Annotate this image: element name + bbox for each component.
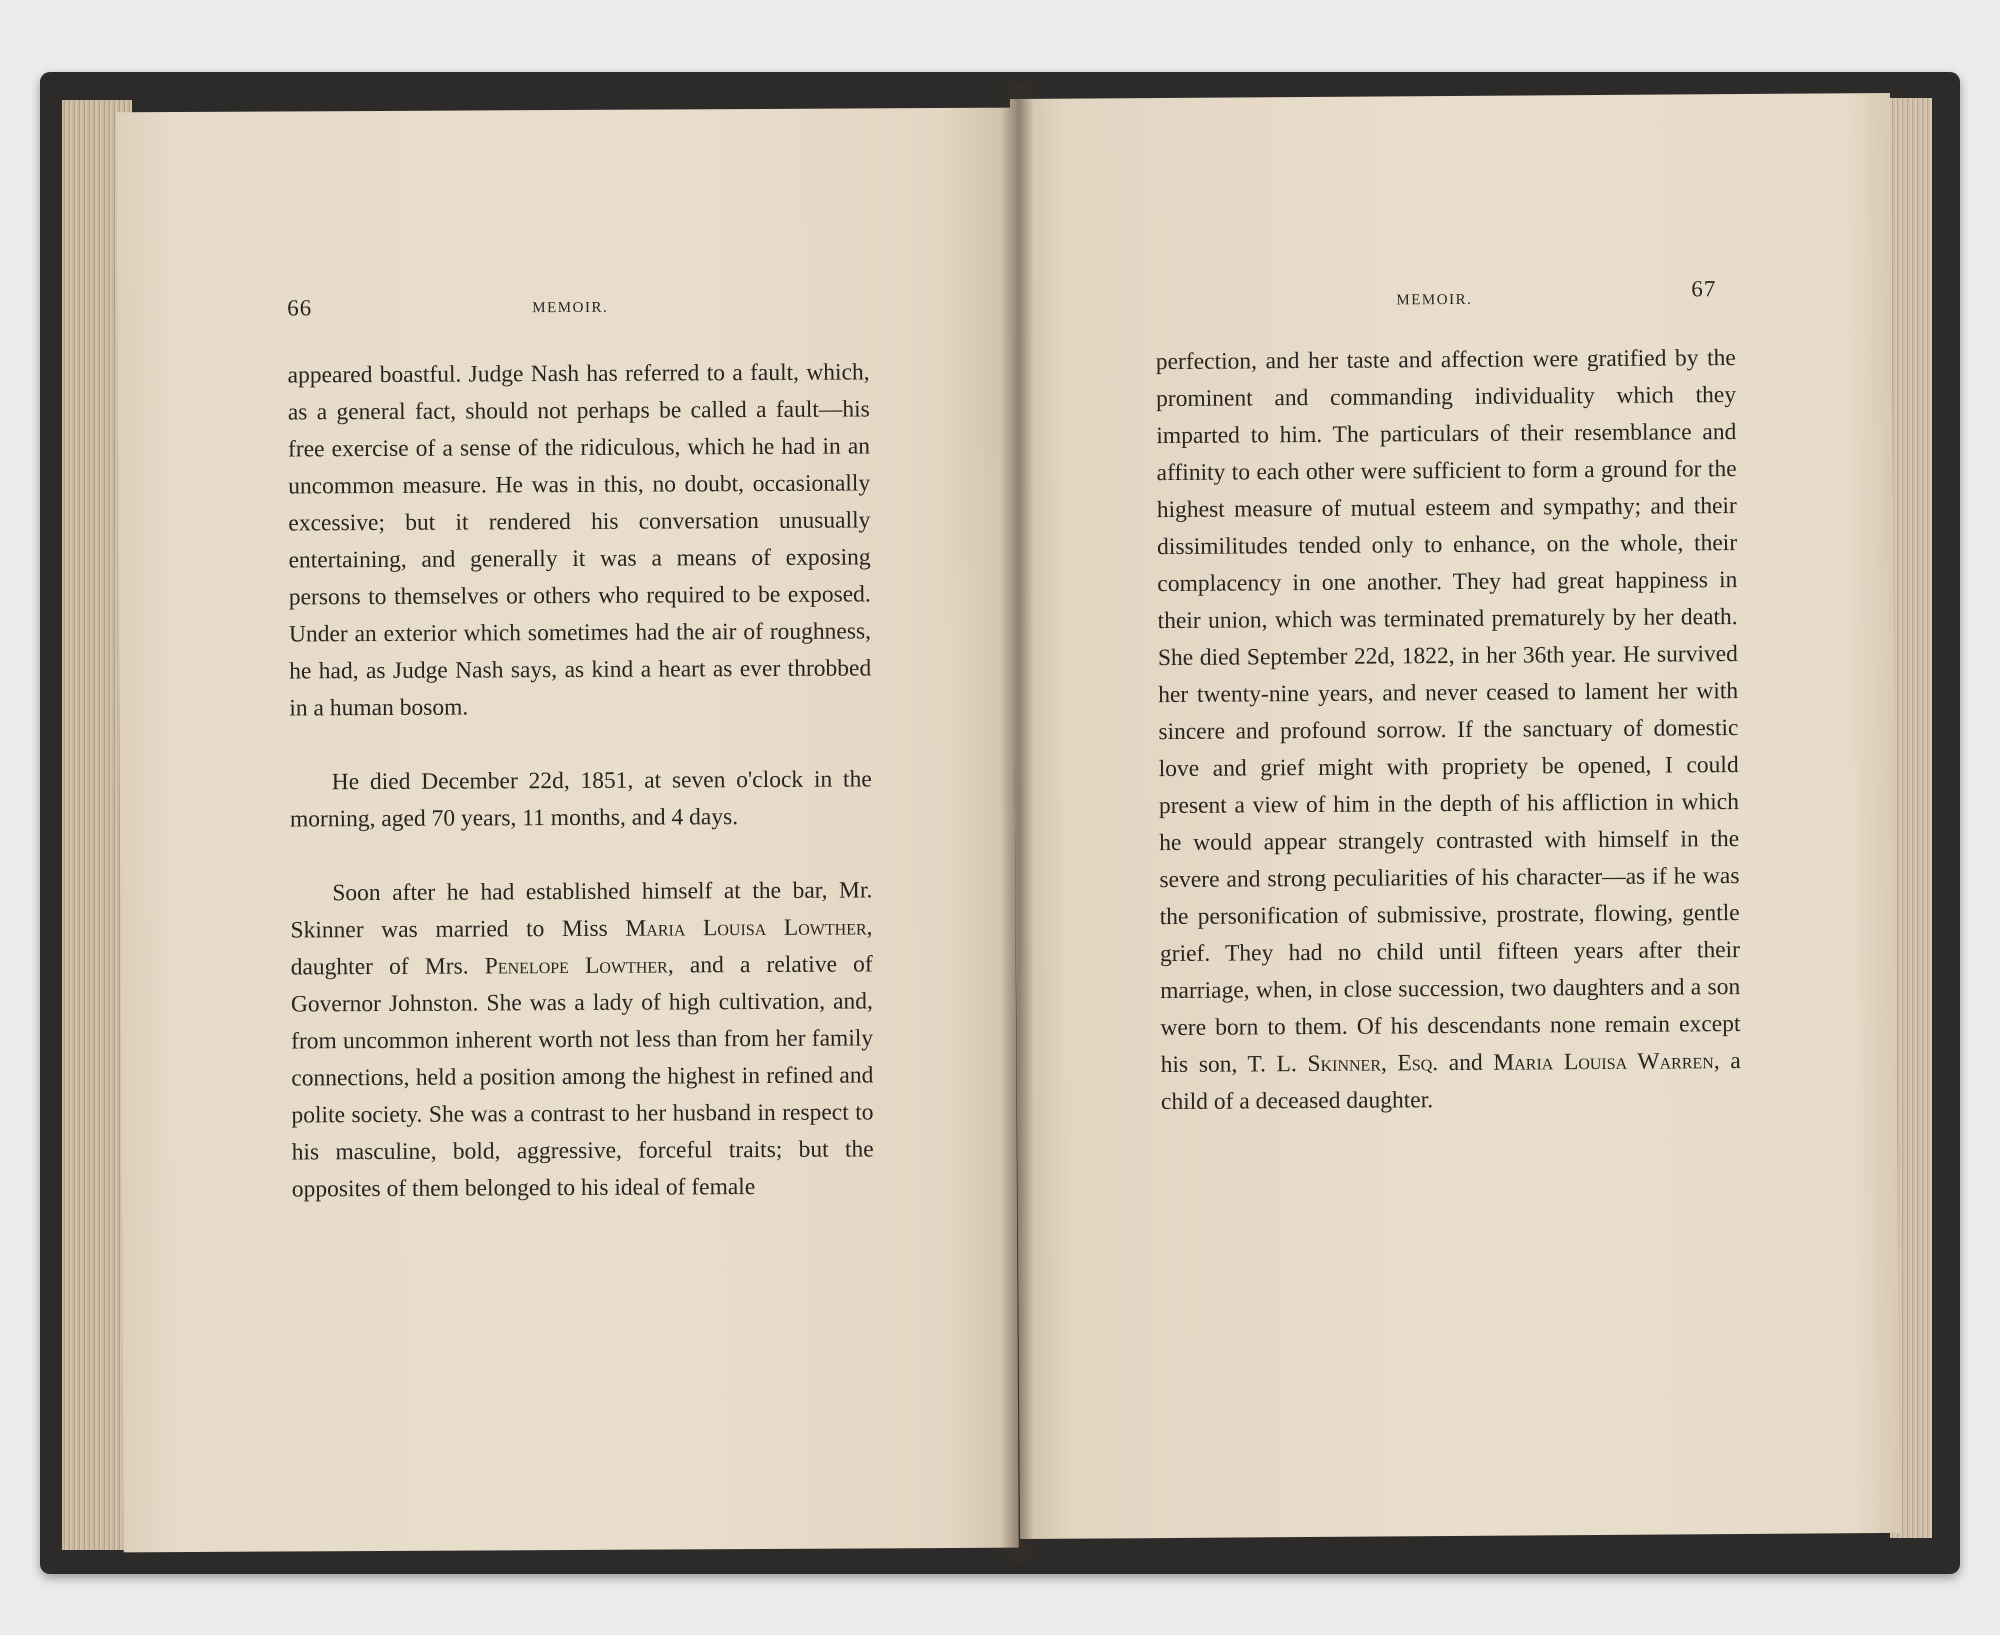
- paragraph: [288, 354, 872, 727]
- right-page-text: [1156, 340, 1741, 1121]
- small-caps-name: Maria Louisa Lowther: [625, 914, 867, 942]
- paragraph: [1156, 340, 1741, 1121]
- right-running-head-title: MEMOIR.: [1396, 291, 1473, 309]
- text-run: , a child of a deceased daughter.: [1160, 1048, 1741, 1116]
- paragraph: [290, 872, 874, 1208]
- right-running-head: [1011, 276, 1891, 335]
- right-page: [1010, 93, 1900, 1539]
- text-run: He died December 22d, 1851, at seven o'clock in the morning, aged 70 years, 11 months, and 4 days.: [289, 766, 872, 833]
- text-run: appeared boastful. Judge Nash has referred to a fault, which, as a general fact, should not perhaps be called a fault—his free exercise of a sense of the ridiculous, which he had in an uncommon measure. He was in this, no doubt, occasionally excessive; but it rendered his conversation unusually entertaining, and generally it was a means of exposing persons to themselves or others who required to be exposed. Under an exterior which sometimes had the air of roughness, he had, as Judge Nash says, as kind a heart as ever throbbed in a human bosom.: [287, 359, 872, 722]
- text-run: , daughter of Mrs.: [290, 914, 873, 981]
- left-page-text: [288, 354, 874, 1208]
- small-caps-name: Maria Louisa Warren: [1493, 1048, 1714, 1076]
- paragraph: [290, 761, 872, 838]
- text-run: Soon after he had established himself at the bar, Mr. Skinner was married to Miss: [290, 877, 873, 944]
- text-run: perfection, and her taste and affection were gratified by the prominent and commanding individuality which they imparted to him. The particulars of their resemblance and affinity to each other were sufficient to form a ground for the highest measure of mutual esteem and sympathy; and their dissimilitudes tended only to enhance, on the whole, their complacency in one another. They had great happiness in their union, which was terminated prematurely by her death. She died September 22d, 1822, in her 36th year. He survived her twenty-nine years, and never ceased to lament her with sincere and profound sorrow. If the sanctuary of domestic love and grief might with propriety be opened, I could present a view of him in the depth of his affliction in which he would appear strangely contrasted with himself in the severe and strong peculiarities of his character—as if he was the personification of submissive, prostrate, flowing, gentle grief. They had no child until fifteen years after their marriage, when, in close succession, two daughters and a son were born to them. Of his descendants none remain except his son, T. L.: [1155, 345, 1741, 1079]
- right-page-number: 67: [1691, 276, 1717, 302]
- small-caps-name: Penelope Lowther: [484, 952, 668, 980]
- left-page-number: 66: [287, 295, 313, 321]
- text-run: and: [1438, 1049, 1494, 1077]
- book-gutter: [1000, 82, 1034, 1562]
- text-run: , and a relative of Governor Johnston. She was a lady of high cultivation, and, from uncommon inherent worth not less than from her family connections, held a position among the highest in refined and polite society. She was a contrast to her husband in respect to his masculine, bold, aggressive, forceful traits; but the opposites of them belonged to his ideal of female: [290, 951, 874, 1203]
- left-running-head-title: MEMOIR.: [532, 299, 609, 317]
- left-running-head: [117, 295, 1012, 343]
- small-caps-name: Skinner, Esq.: [1307, 1050, 1439, 1078]
- left-page: [116, 108, 1019, 1553]
